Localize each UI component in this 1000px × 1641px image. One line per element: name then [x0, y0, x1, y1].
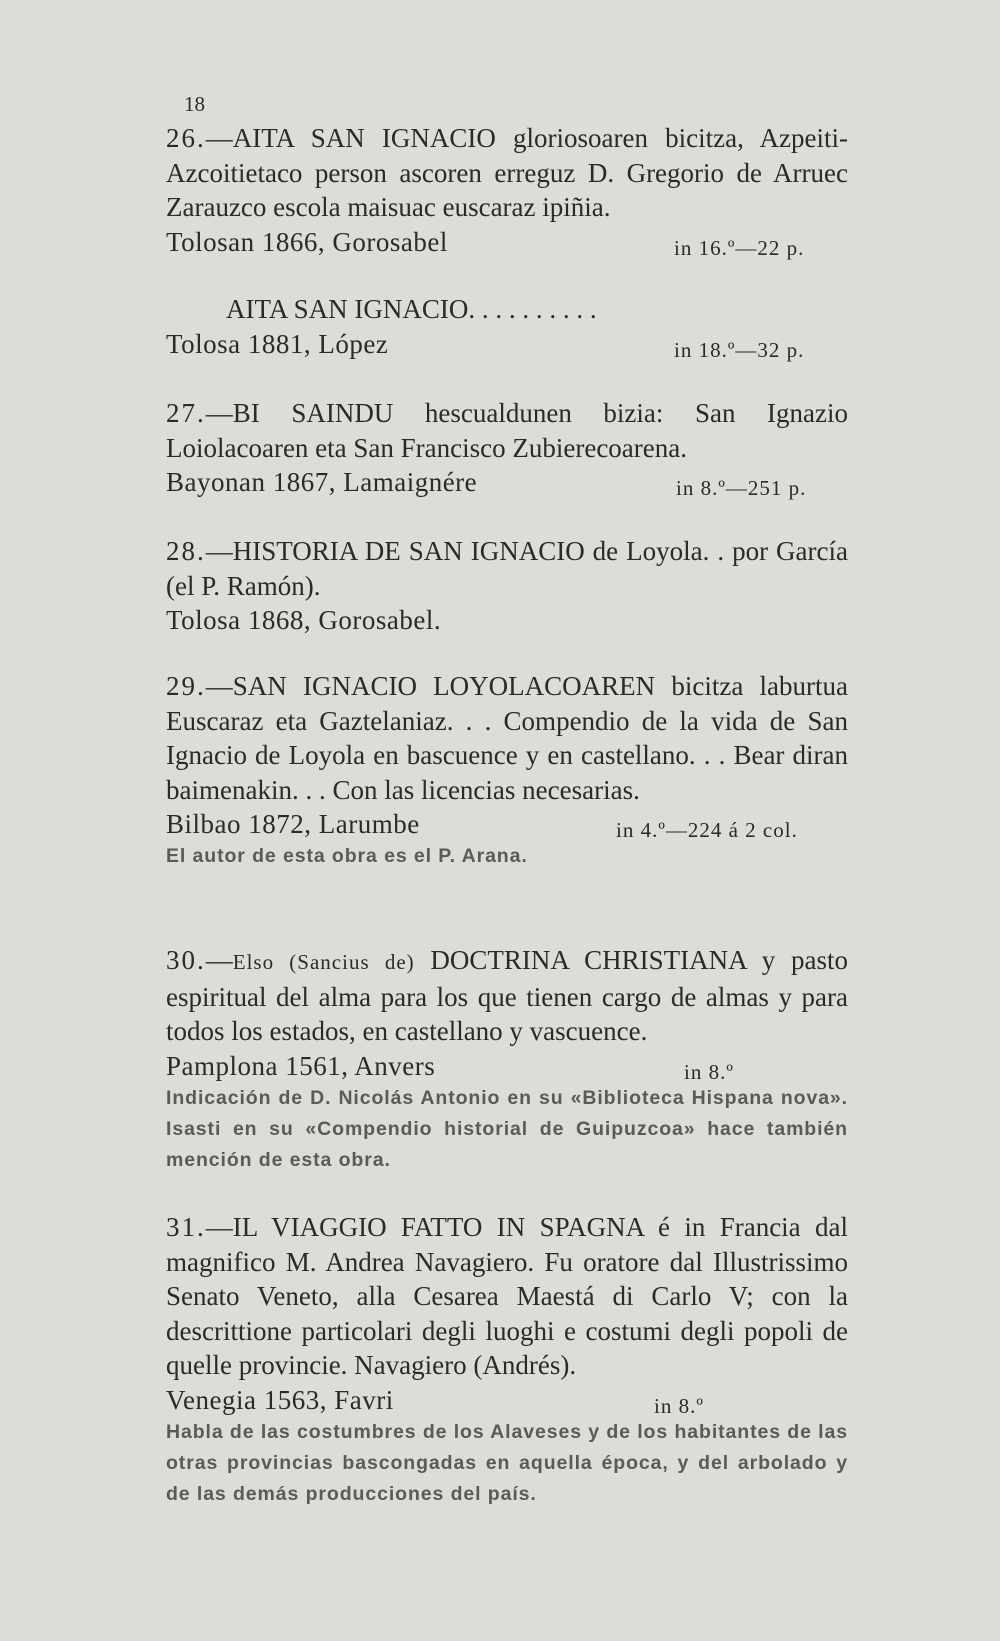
format-info: in 8.º [654, 1393, 704, 1418]
entry-text: de Loyola. . por García (el P. Ramón). [166, 536, 848, 601]
publication-info: Pamplona 1561, Anvers [166, 1050, 436, 1081]
entry-26-alt [166, 292, 848, 361]
entry-text: hescualdunen bizia: San Ignazio Loiolacoaren eta San Francisco Zubierecoarena. [166, 398, 848, 463]
entry-text: é in Francia dal magnifico M. Andrea Navagiero. Fu oratore dal Illustrissimo Senato Veneto, alla Cesarea Maestá di Carlo V; con la descrittione particolari degli luoghi e costumi degli popoli de quelle provincie. Navagiero (Andrés). [166, 1212, 848, 1380]
entry-note: El autor de esta obra es el P. Arana. [166, 845, 528, 867]
entry-31: 31.—IL VIAGGIO FATTO IN SPAGNA é in Francia dal magnifico M. Andrea Navagiero. Fu oratore dal Illustrissimo Senato Veneto, alla Cesarea Maestá di Carlo V; con la descrittione particolari degli luoghi e costumi degli popoli de quelle provincie. Navagiero (Andrés). Venegia 1563, Favri in 8.º Habla de las costumbres de los Alaveses y de los habitantes de las otras provincias bascongadas en aquella época, y del arbolado y de las demás producciones del país. [166, 1210, 848, 1510]
entry-text: y pasto espiritual del alma para los que tienen cargo de almas y para todos los estados, en castellano y vascuence. [166, 945, 848, 1046]
entry-note: Indicación de D. Nicolás Antonio en su «Biblioteca Hispana nova». Isasti en su «Compendio historial de Guipuzcoa» hace también mención de esta obra. [166, 1086, 848, 1171]
publication-info: Bayonan 1867, Lamaignére [166, 467, 478, 497]
format-info: in 4.º—224 á 2 col. [616, 818, 798, 842]
publication-info: Tolosa 1868, Gorosabel. [166, 605, 442, 635]
entry-number: 28. [166, 536, 206, 566]
entry-27: 27.—BI SAINDU hescualdunen bizia: San Ignazio Loiolacoaren eta San Francisco Zubierecoarena. Bayonan 1867, Lamaignére in 8.º—251 p. [166, 396, 848, 499]
entry-title: DOCTRINA CHRISTIANA [430, 945, 747, 975]
entry-title: SAN IGNACIO LOYOLACOAREN [232, 671, 656, 701]
entry-30: 30.—Elso (Sancius de) DOCTRINA CHRISTIANA y pasto espiritual del alma para los que tienen cargo de almas y para todos los estados, en castellano y vascuence. Pamplona 1561, Anvers in 8.º Indicación de D. Nicolás Antonio en su «Biblioteca Hispana nova». Isasti en su «Compendio historial de Guipuzcoa» hace también mención de esta obra. [166, 943, 848, 1176]
entry-author: Elso (Sancius de) [232, 950, 415, 974]
entry-title: HISTORIA DE SAN IGNACIO [232, 536, 585, 566]
entry-number: 26. [166, 123, 206, 153]
entry-text: gloriosoaren bicitza, Azpeiti-Azcoitietaco person ascoren erreguz D. Gregorio de Arruec Zarauzco escola maisuac euscaraz ipiñia. [166, 123, 848, 222]
entry-28: 28.—HISTORIA DE SAN IGNACIO de Loyola. . por García (el P. Ramón). Tolosa 1868, Gorosabel. [166, 536, 848, 635]
entry-text: bicitza laburtua Euscaraz eta Gaztelaniaz. . . Compendio de la vida de San Ignacio de Loyola en bascuence y en castellano. . . Bear diran baimenakin. . . Con las licencias necesarias. [166, 671, 848, 805]
entry-imprint [166, 1383, 848, 1417]
entry-imprint [166, 327, 848, 361]
format-info: in 8.º—251 p. [676, 476, 807, 500]
publication-info: Tolosan 1866, Gorosabel [166, 226, 448, 257]
entry-number: 31. [166, 1212, 206, 1242]
entry-imprint [166, 465, 848, 499]
entry-imprint [166, 225, 848, 259]
entry-imprint [166, 603, 848, 637]
entry-number: 30. [166, 945, 206, 975]
entry-imprint [166, 807, 848, 841]
publication-info: Bilbao 1872, Larumbe [166, 809, 420, 839]
entry-note: Habla de las costumbres de los Alaveses y de los habitantes de las otras provincias bascongadas en aquella época, y del arbolado y de las demás producciones del país. [166, 1420, 848, 1505]
page-number: 18 [184, 92, 205, 116]
entry-title: IL VIAGGIO FATTO IN SPAGNA [232, 1212, 644, 1242]
format-info: in 16.º—22 p. [674, 235, 805, 260]
entry-number: 29. [166, 671, 206, 701]
entry-title: AITA SAN IGNACIO [232, 123, 496, 153]
entry-number: 27. [166, 398, 206, 428]
publication-info: Tolosa 1881, López [166, 328, 389, 359]
format-info: in 8.º [684, 1059, 734, 1084]
format-info: in 18.º—32 p. [674, 337, 805, 362]
entry-title: AITA SAN IGNACIO. . . . . . . . . . [226, 294, 597, 324]
entry-imprint [166, 1049, 848, 1083]
entry-26: 26.—AITA SAN IGNACIO gloriosoaren bicitza, Azpeiti-Azcoitietaco person ascoren erreguz D. Gregorio de Arruec Zarauzco escola maisuac euscaraz ipiñia. Tolosan 1866, Gorosabel in 16.º—22 p. [166, 121, 848, 259]
entry-title: BI SAINDU [232, 398, 394, 428]
publication-info: Venegia 1563, Favri [166, 1384, 394, 1415]
entry-29: 29.—SAN IGNACIO LOYOLACOAREN bicitza laburtua Euscaraz eta Gaztelaniaz. . . Compendio de la vida de San Ignacio de Loyola en bascuence y en castellano. . . Bear diran baimenakin. . . Con las licencias necesarias. Bilbao 1872, Larumbe in 4.º—224 á 2 col. El autor de esta obra es el P. Arana. [166, 669, 848, 872]
